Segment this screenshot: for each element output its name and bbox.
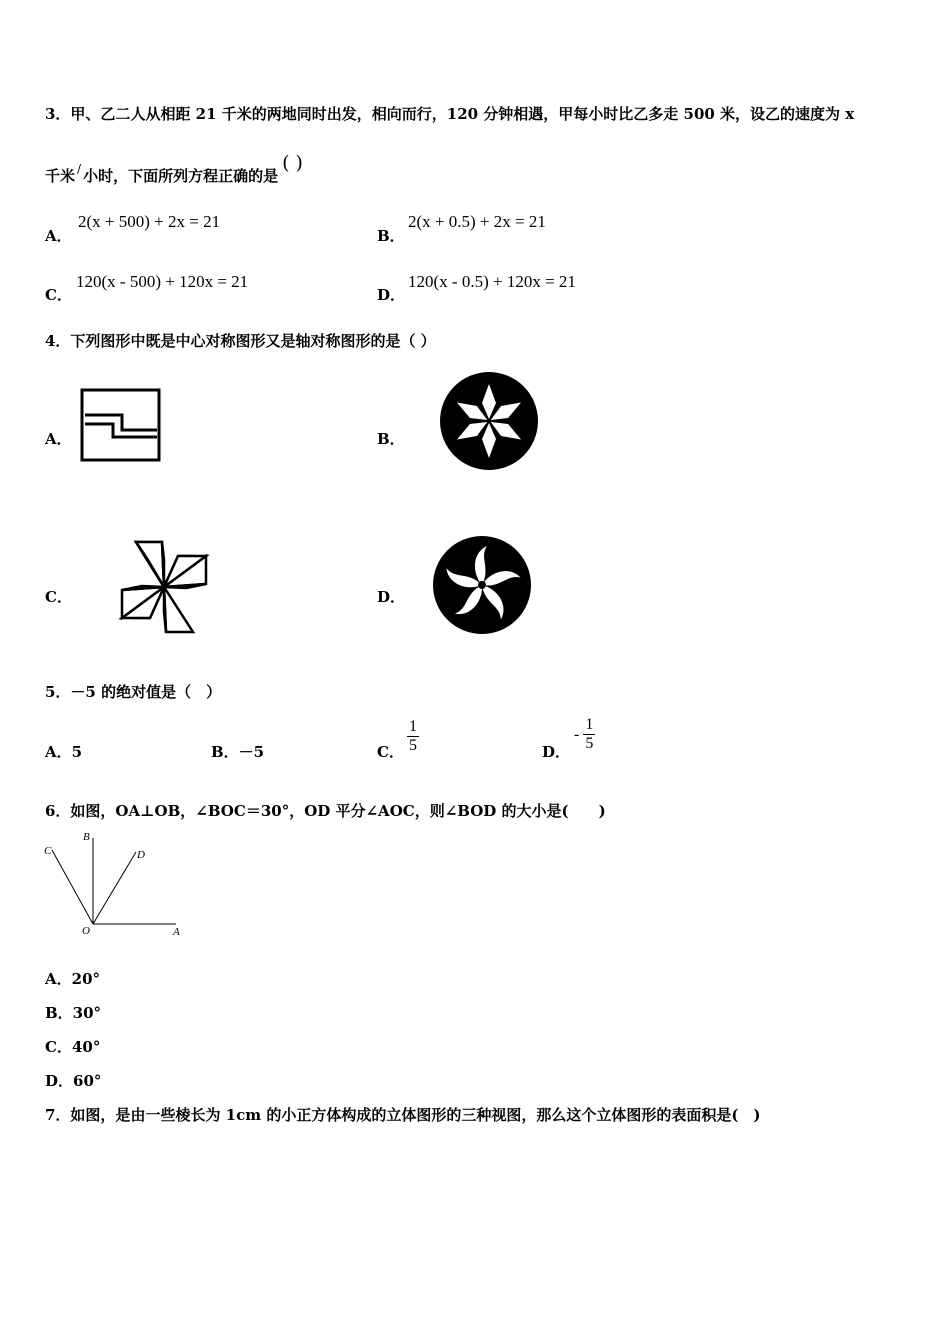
q3-stem-line2 [45, 152, 303, 186]
q6-angle-figure [40, 828, 190, 940]
ray-od [93, 852, 136, 924]
q6-option-c: C．40° [45, 1038, 101, 1056]
q3-option-b-formula: 2(x + 0.5) + 2x = 21 [408, 212, 546, 231]
q5-d-minus: - [574, 725, 580, 743]
q5-c-numerator: 1 [409, 718, 417, 735]
q3-option-b-label: B． [377, 227, 405, 245]
q4-figure-d [431, 534, 533, 636]
q4-figure-b [438, 370, 540, 472]
q5-option-c-fraction [407, 716, 419, 755]
ray-oc [52, 850, 93, 924]
q3-slash: / [77, 162, 82, 176]
q3-option-c-label: C． [45, 286, 72, 304]
q3-unit-km: 千米 [45, 167, 76, 185]
q6-stem: 6．如图，OA⊥OB，∠BOC＝30°，OD 平分∠AOC，则∠BOD 的大小是( ) [45, 802, 606, 820]
q5-d-denominator: 5 [585, 735, 594, 752]
q3-option-a-formula: 2(x + 500) + 2x = 21 [78, 212, 221, 231]
q3-stem-line1: 3．甲、乙二人从相距 21 千米的两地同时出发，相向而行，120 分钟相遇，甲每小时比乙多走 500 米，设乙的速度为 x [45, 105, 855, 123]
q4-figure-a [80, 388, 164, 464]
label-a: A [173, 926, 180, 938]
label-b: B [83, 831, 90, 843]
q4-option-d-label: D． [377, 588, 406, 606]
label-d: D [137, 849, 145, 861]
q3-option-c-formula: 120(x - 500) + 120x = 21 [76, 272, 249, 291]
q4-figure-c [118, 538, 210, 636]
q5-option-d-label: D． [542, 743, 571, 761]
q5-d-numerator: 1 [585, 716, 594, 733]
q4-option-a-label: A． [45, 430, 72, 448]
q3-answer-paren: ( ) [282, 152, 303, 174]
q5-c-denominator: 5 [409, 737, 417, 754]
q5-option-b: B．－5 [211, 743, 265, 761]
q3-option-a-label: A． [45, 227, 72, 245]
q3-option-d-label: D． [377, 286, 406, 304]
q4-option-b-label: B． [377, 430, 405, 448]
label-o: O [82, 925, 90, 937]
q5-option-d-fraction [574, 716, 595, 753]
q5-option-a: A．5 [45, 743, 83, 761]
q5-option-c-label: C． [377, 743, 404, 761]
q5-stem: 5．－5 的绝对值是（ ） [45, 683, 222, 701]
q6-option-b: B．30° [45, 1004, 102, 1022]
q4-option-c-label: C． [45, 588, 72, 606]
q4-stem: 4．下列图形中既是中心对称图形又是轴对称图形的是（ ） [45, 332, 436, 350]
q3-option-d-formula: 120(x - 0.5) + 120x = 21 [408, 272, 576, 291]
q6-option-d: D．60° [45, 1072, 102, 1090]
q3-stem-tail: 小时，下面所列方程正确的是 [83, 167, 279, 185]
q7-stem: 7．如图，是由一些棱长为 1cm 的小正方体构成的立体图形的三种视图，那么这个立体图形的表面积是( ) [45, 1106, 761, 1124]
q6-option-a: A．20° [45, 970, 101, 988]
label-c: C [44, 845, 52, 857]
